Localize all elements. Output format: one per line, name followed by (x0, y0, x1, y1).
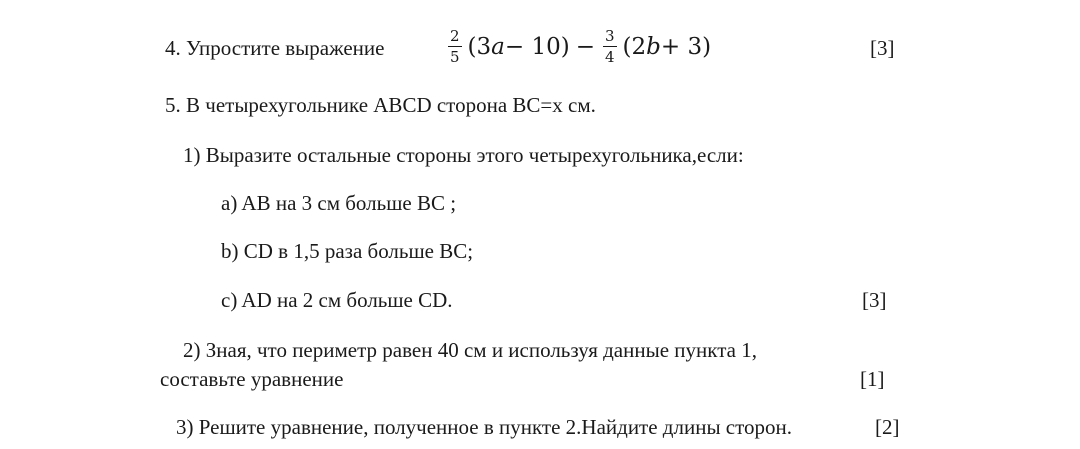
paren-rest-2: + 3) (660, 34, 712, 60)
paren-open-2: (2 (622, 34, 647, 60)
task4-label: 4. Упростите выражение (165, 36, 385, 60)
fraction-numerator: 2 (450, 27, 460, 45)
part1-item-b: b) CD в 1,5 раза больше BC; (221, 239, 474, 263)
part2-line2: составьте уравнение (160, 367, 344, 391)
part1-title: 1) Выразите остальные стороны этого четырехугольника,если: (183, 143, 744, 167)
paren-open-1: (3 (467, 34, 492, 60)
minus-operator: − (575, 34, 595, 60)
fraction-three-quarters (603, 28, 617, 66)
paren-rest-1: − 10) (504, 34, 570, 60)
variable-a: a (491, 34, 505, 60)
part1-item-a: a) AB на 3 см больше BC ; (221, 191, 457, 215)
task4-expression (446, 22, 711, 72)
variable-b: b (646, 34, 661, 60)
fraction-two-fifths (448, 28, 462, 66)
task4-points: [3] (870, 36, 895, 60)
part1-item-c: c) AD на 2 см больше CD. (221, 288, 453, 312)
part2-points: [1] (860, 367, 885, 391)
part3-points: [2] (875, 415, 900, 439)
fraction-denominator: 4 (604, 48, 615, 66)
fraction-numerator: 3 (604, 27, 615, 45)
fraction-denominator: 5 (450, 48, 460, 66)
task5-intro: 5. В четырехугольнике ABCD сторона BC=x см. (165, 93, 596, 117)
part3-text: 3) Решите уравнение, полученное в пункте 2.Найдите длины сторон. (176, 415, 793, 439)
part2-line1: 2) Зная, что периметр равен 40 см и используя данные пункта 1, (183, 338, 757, 362)
part1-points: [3] (862, 288, 887, 312)
